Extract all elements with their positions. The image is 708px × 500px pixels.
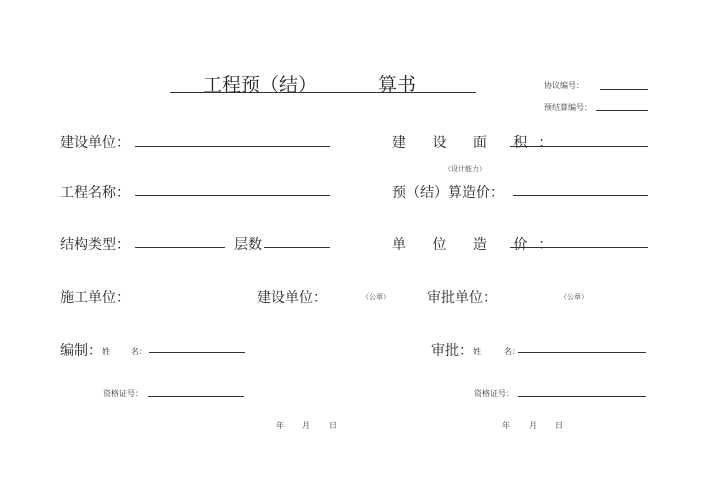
floors-field[interactable]: [264, 247, 330, 248]
approver-qualification-field[interactable]: [518, 396, 646, 397]
approval-unit-label: 审批单位：: [427, 290, 497, 306]
budget-no-field[interactable]: [596, 110, 648, 111]
title-underline: [170, 92, 476, 93]
right-date-day: 日: [555, 421, 563, 430]
building-area-field[interactable]: [510, 146, 648, 147]
compiler-qualification-field[interactable]: [148, 396, 244, 397]
project-name-field[interactable]: [135, 195, 330, 196]
approver-name-label: 名：: [504, 347, 520, 356]
compiler-name-field[interactable]: [149, 352, 245, 353]
structure-type-field[interactable]: [135, 247, 225, 248]
unit-cost-label: 单 位 造 价：: [392, 237, 564, 253]
approval-seal-note: （公章）: [560, 293, 588, 301]
approver-surname-label: 姓: [473, 347, 481, 356]
contractor-unit-label: 施工单位：: [60, 290, 130, 306]
left-date-year: 年: [276, 421, 284, 430]
compiler-label: 编制：: [60, 343, 102, 359]
structure-type-label: 结构类型：: [60, 237, 130, 253]
title-part-2: 算书: [378, 74, 417, 96]
approver-name-field[interactable]: [518, 352, 646, 353]
construction-unit-label: 建设单位：: [60, 135, 130, 151]
budget-no-label: 预结算编号：: [544, 103, 592, 112]
owner-seal-note: （公章）: [362, 293, 390, 301]
title-part-1: 工程预（结）: [203, 74, 318, 96]
owner-unit-label: 建设单位：: [257, 290, 327, 306]
compiler-surname-label: 姓: [102, 347, 110, 356]
project-name-label: 工程名称：: [60, 185, 130, 201]
design-capacity-note: （设计能力）: [444, 165, 486, 173]
budget-cost-label: 预（结）算造价：: [392, 185, 504, 201]
compiler-name-label: 名：: [131, 347, 147, 356]
left-date-month: 月: [302, 421, 310, 430]
construction-unit-field[interactable]: [135, 146, 330, 147]
budget-cost-field[interactable]: [513, 195, 648, 196]
floors-label: 层数: [234, 237, 262, 253]
agreement-no-field[interactable]: [600, 89, 648, 90]
unit-cost-field[interactable]: [510, 247, 648, 248]
approver-qualification-label: 资格证号：: [474, 389, 514, 398]
left-date-day: 日: [329, 421, 337, 430]
right-date-month: 月: [529, 421, 537, 430]
approver-label: 审批：: [431, 343, 473, 359]
agreement-no-label: 协议编号：: [544, 81, 584, 90]
right-date-year: 年: [502, 421, 510, 430]
compiler-qualification-label: 资格证号：: [103, 389, 143, 398]
building-area-label: 建 设 面 积：: [392, 135, 564, 151]
